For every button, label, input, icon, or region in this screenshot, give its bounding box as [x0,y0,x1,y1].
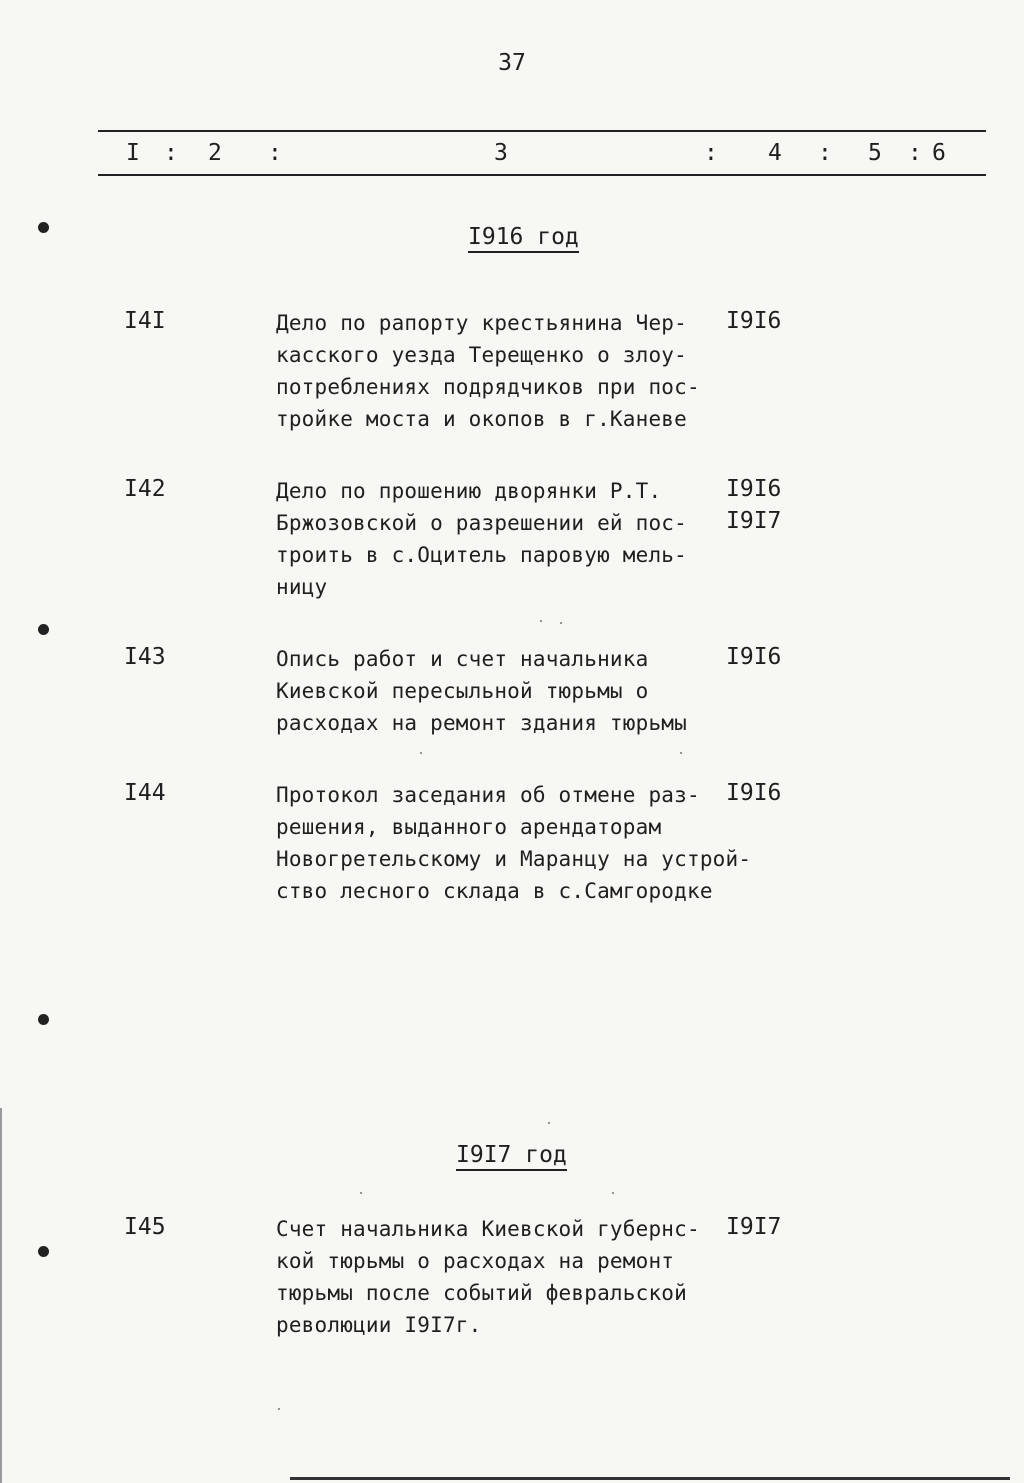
column-header-6: 6 [932,140,946,166]
scan-speck [560,622,562,624]
entry-date: I9I7 [726,1214,782,1240]
entry-number: I44 [124,780,166,806]
scan-speck [548,1122,550,1124]
entry-description-line: ницу [276,575,328,599]
entry-description-line: троить в с.Оцитель паровую мель- [276,543,687,567]
column-header-3: 3 [494,140,508,166]
entry-date: I9I7 [726,508,782,534]
entry-description-line: Дело по рапорту крестьянина Чер- [276,311,687,335]
entry-description-line: потреблениях подрядчиков при пос- [276,375,700,399]
header-top-rule [98,130,986,132]
entry-date: I9I6 [726,780,782,806]
scan-speck [540,620,542,622]
binding-hole [38,624,49,635]
column-separator: : [818,140,832,166]
column-header-4: 4 [768,140,782,166]
scan-speck [612,1192,614,1194]
entry-description-line: тюрьмы после событий февральской [276,1281,687,1305]
entry-description-line: тройке моста и окопов в г.Каневе [276,407,687,431]
page-number: 37 [498,50,526,76]
entry-description-line: кой тюрьмы о расходах на ремонт [276,1249,675,1273]
entry-number: I4I [124,308,166,334]
page-edge-shadow [0,1108,2,1483]
entry-date: I9I6 [726,308,782,334]
header-bottom-rule [98,174,986,176]
column-separator: : [908,140,922,166]
binding-hole [38,222,49,233]
entry-date: I9I6 [726,476,782,502]
column-separator: : [704,140,718,166]
section-heading: I916 год [468,224,579,253]
column-header-1: I [126,140,140,166]
binding-hole [38,1246,49,1257]
entry-number: I45 [124,1214,166,1240]
column-separator: : [268,140,282,166]
entry-number: I43 [124,644,166,670]
section-heading: I9I7 год [456,1142,567,1171]
scan-speck [680,752,682,754]
entry-description-line: ство лесного склада в с.Самгородке [276,879,713,903]
binding-hole [38,1014,49,1025]
scan-speck [360,1192,362,1194]
entry-description-line: решения, выданного арендаторам [276,815,662,839]
scan-speck [278,1408,280,1410]
entry-description-line: Новогретельскому и Маранцу на устрой- [276,847,752,871]
entry-date: I9I6 [726,644,782,670]
entry-description-line: Протокол заседания об отмене раз- [276,783,700,807]
entry-description-line: Бржозовской о разрешении ей пос- [276,511,687,535]
entry-number: I42 [124,476,166,502]
column-separator: : [164,140,178,166]
column-header-2: 2 [208,140,222,166]
entry-description-line: Дело по прошению дворянки Р.Т. [276,479,662,503]
scan-speck [420,752,422,754]
column-header-5: 5 [868,140,882,166]
entry-description-line: революции I9I7г. [276,1313,482,1337]
bottom-edge-mark [290,1477,1010,1480]
entry-description-line: Опись работ и счет начальника [276,647,649,671]
entry-description-line: Счет начальника Киевской губернс- [276,1217,700,1241]
entry-description-line: Киевской пересыльной тюрьмы о [276,679,649,703]
entry-description-line: касского уезда Терещенко о злоу- [276,343,687,367]
entry-description-line: расходах на ремонт здания тюрьмы [276,711,687,735]
